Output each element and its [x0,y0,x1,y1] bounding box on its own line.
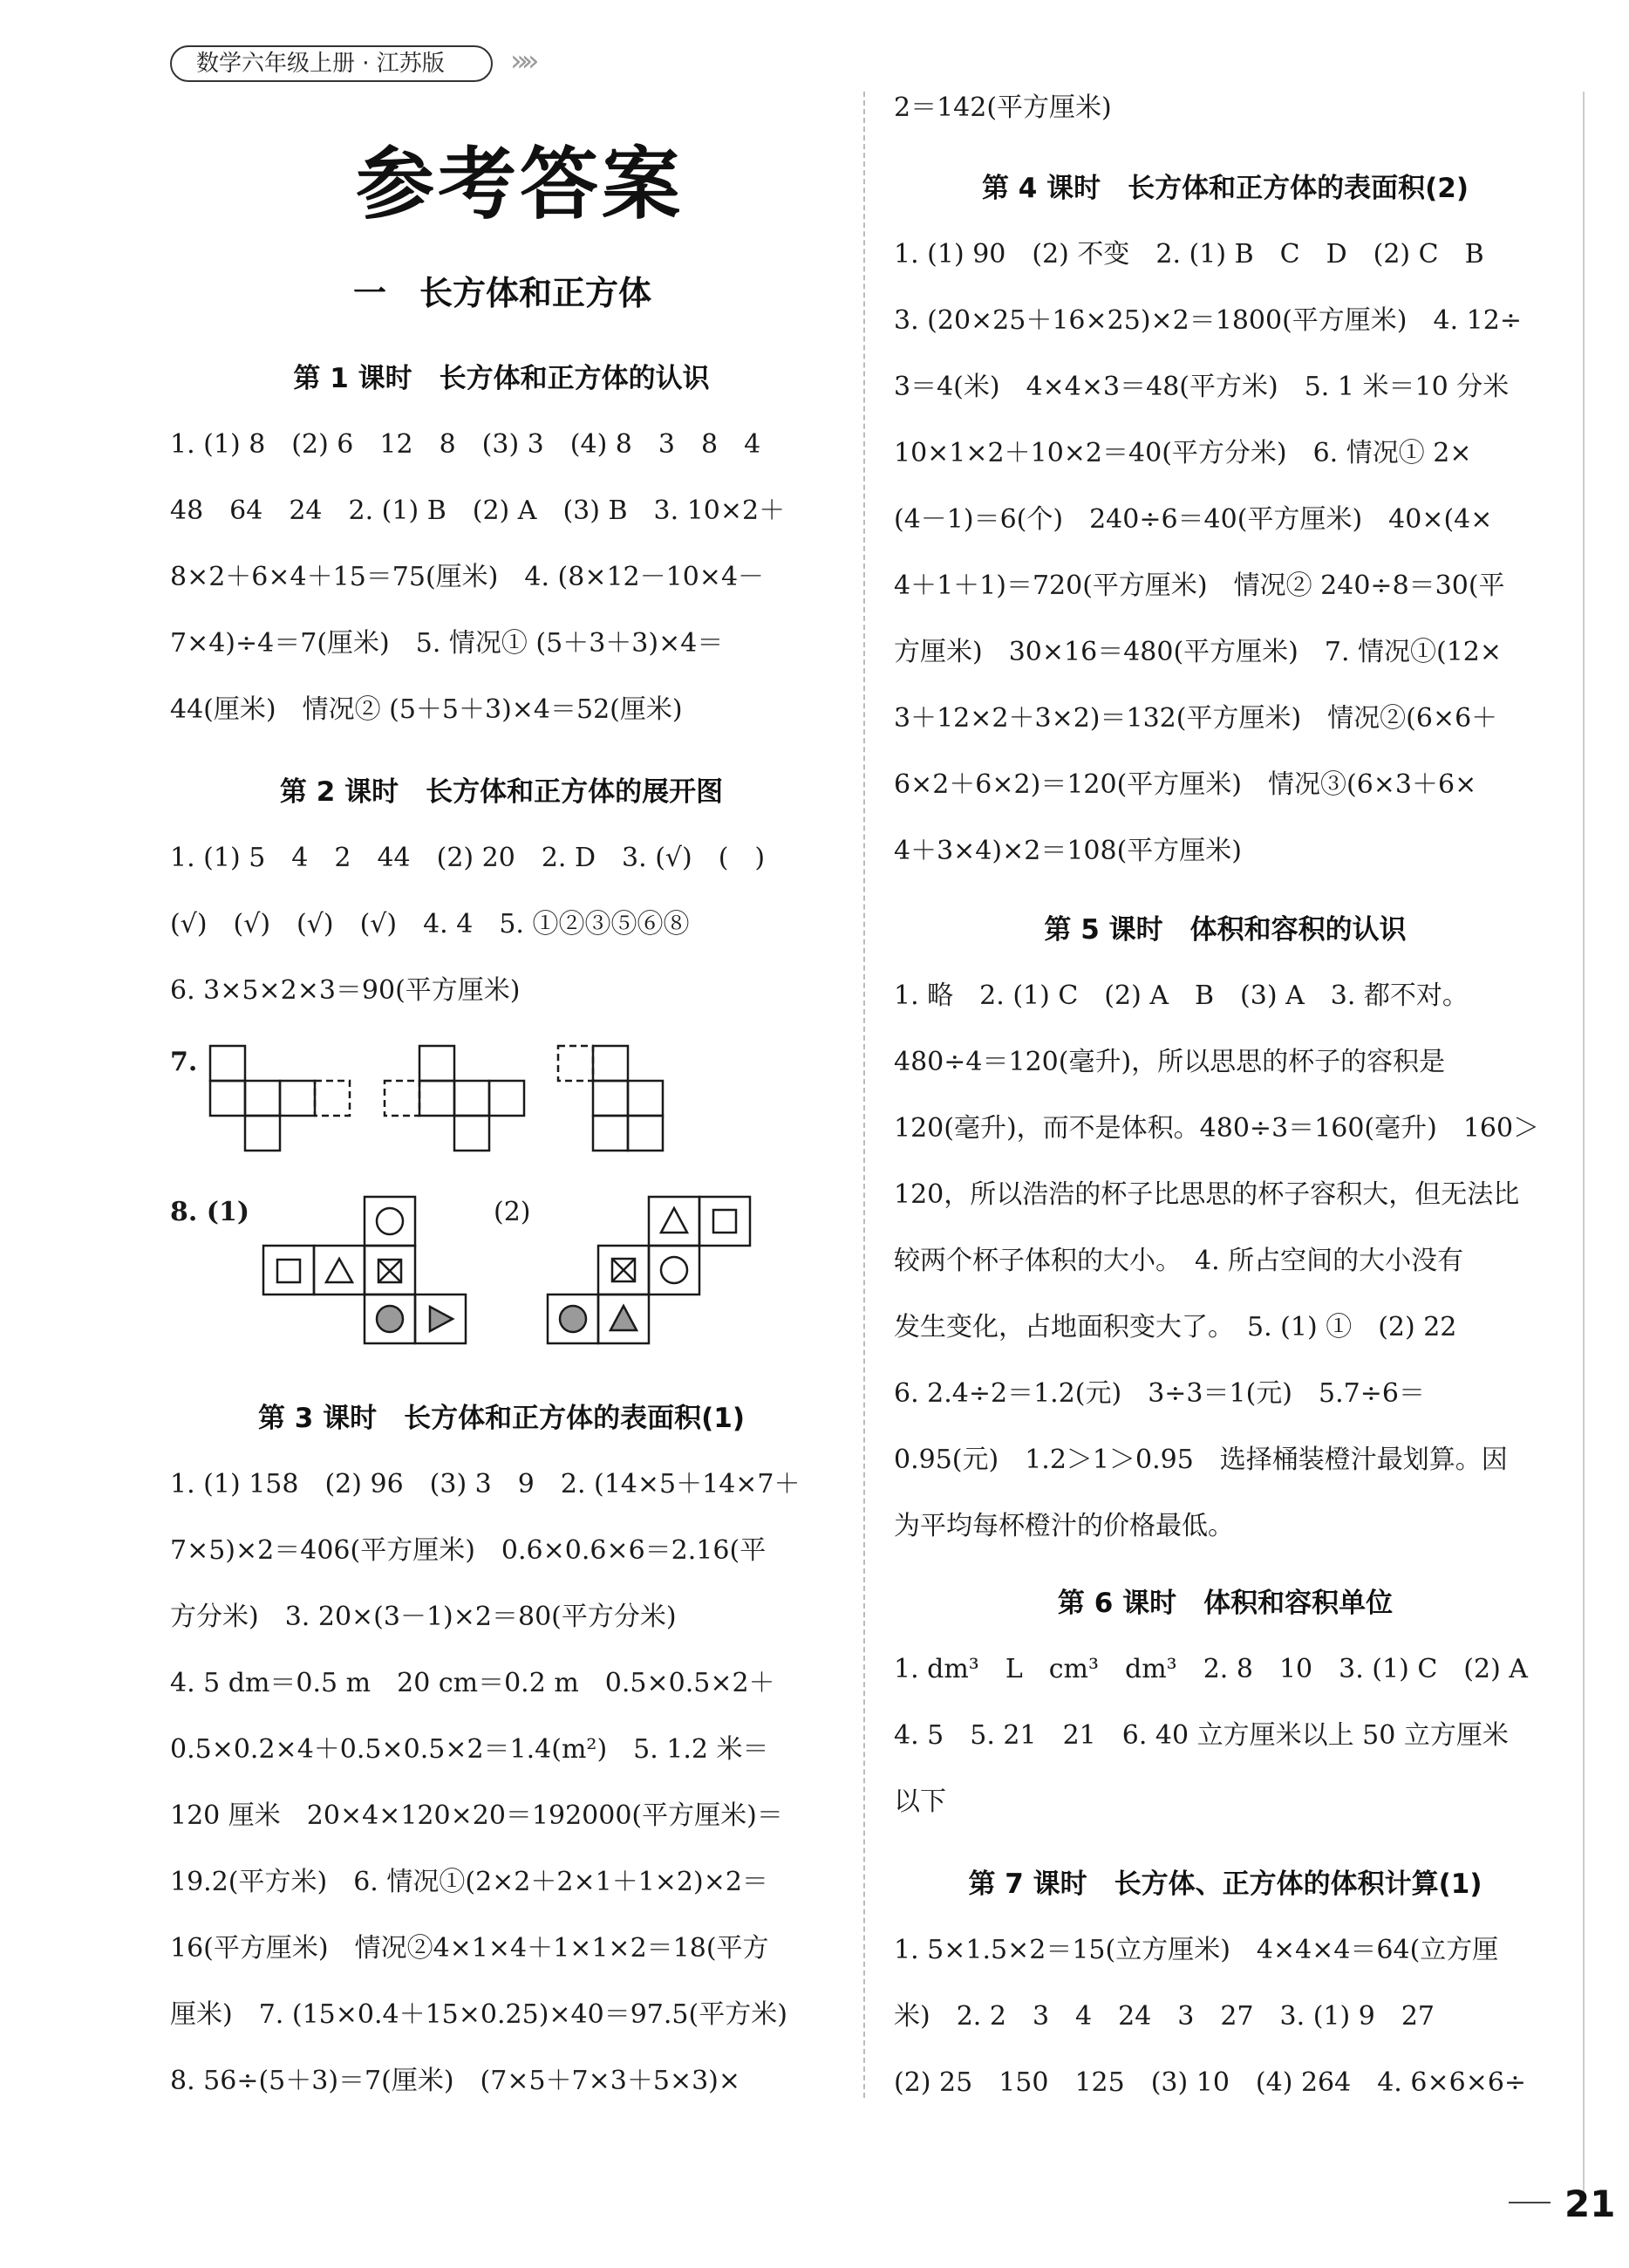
answer-line: 较两个杯子体积的大小。 4. 所占空间的大小没有 [894,1246,1464,1276]
answer-line: 4＋3×4)×2＝108(平方厘米) [894,836,1242,866]
answer-line: 120 厘米 20×4×120×20＝192000(平方厘米)＝ [170,1800,783,1831]
section-heading: 第 5 课时 体积和容积的认识 [1044,914,1407,946]
net-with-symbols-1 [260,1193,478,1350]
answer-line: 6×2＋6×2)＝120(平方厘米) 情况③(6×3＋6× [894,769,1477,800]
answer-line: 120，所以浩浩的杯子比思思的杯子容积大，但无法比 [894,1179,1520,1210]
triangle-icon [326,1259,352,1282]
chevron-right-icon: »» [510,44,533,79]
circle-icon [661,1257,687,1283]
circle-icon [377,1208,403,1234]
answer-line: 44(厘米) 情况② (5＋5＋3)×4＝52(厘米) [170,694,683,725]
filled-circle-icon [560,1306,586,1332]
answer-line: 4. 5 5. 21 21 6. 40 立方厘米以上 50 立方厘米 [894,1720,1509,1751]
answer-line: 3＝4(米) 4×4×3＝48(平方米) 5. 1 米＝10 分米 [894,372,1510,402]
section-heading: 第 1 课时 长方体和正方体的认识 [293,363,710,394]
answer-line: 48 64 24 2. (1) B (2) A (3) B 3. 10×2＋ [170,495,786,526]
answer-line: 8×2＋6×4＋15＝75(厘米) 4. (8×12－10×4－ [170,562,765,592]
answer-line: 6. 3×5×2×3＝90(平方厘米) [170,975,521,1006]
cube-net-figure [555,1043,685,1157]
margin-rule [1583,92,1585,2203]
answer-line: 7×4)÷4＝7(厘米) 5. 情况① (5＋3＋3)×4＝ [170,628,724,659]
triangle-icon [661,1208,687,1233]
answer-line: 480÷4＝120(毫升)，所以思思的杯子的容积是 [894,1047,1446,1077]
answer-line: 8. 56÷(5＋3)＝7(厘米) (7×5＋7×3＋5×3)× [170,2066,741,2096]
net-with-symbols-2 [544,1193,762,1350]
question-label: 7. [170,1047,198,1077]
answer-line: 米) 2. 2 3 4 24 3 27 3. (1) 9 27 [894,2001,1435,2032]
answer-line: 1. (1) 90 (2) 不变 2. (1) B C D (2) C B [894,239,1484,270]
answer-line: 厘米) 7. (15×0.4＋15×0.25)×40＝97.5(平方米) [170,1999,787,2030]
answer-line: 1. (1) 158 (2) 96 (3) 3 9 2. (14×5＋14×7＋ [170,1469,801,1499]
answer-line: 7×5)×2＝406(平方厘米) 0.6×0.6×6＝2.16(平 [170,1535,767,1566]
filled-circle-icon [377,1306,403,1332]
answer-line: 2＝142(平方厘米) [894,92,1112,123]
page-number-dash [1509,2202,1551,2203]
section-heading: 第 6 课时 体积和容积单位 [1057,1588,1394,1619]
answer-line: 6. 2.4÷2＝1.2(元) 3÷3＝1(元) 5.7÷6＝ [894,1378,1425,1409]
answer-line: 1. 略 2. (1) C (2) A B (3) A 3. 都不对。 [894,980,1469,1011]
page-number: 21 [1564,2183,1616,2225]
answer-line: (2) 25 150 125 (3) 10 (4) 264 4. 6×6×6÷ [894,2067,1527,2098]
question-label: 8. (1) [170,1197,250,1227]
question-label: (2) [494,1197,531,1227]
answer-line: 发生变化，占地面积变大了。 5. (1) ① (2) 22 [894,1312,1457,1342]
unit-title: 一 长方体和正方体 [353,274,652,312]
answer-line: 19.2(平方米) 6. 情况①(2×2＋2×1＋1×2)×2＝ [170,1867,768,1897]
column-divider [863,92,865,2098]
section-heading: 第 3 课时 长方体和正方体的表面积(1) [257,1403,746,1434]
answer-line: 16(平方厘米) 情况②4×1×4＋1×1×2＝18(平方 [170,1933,769,1964]
answer-line: 方分米) 3. 20×(3－1)×2＝80(平方分米) [170,1602,677,1632]
filled-triangle-icon [430,1307,453,1331]
answer-line: 以下 [894,1786,946,1817]
book-label: 数学六年级上册 · 江苏版 [170,45,493,82]
answer-line: (4－1)＝6(个) 240÷6＝40(平方厘米) 40×(4× [894,504,1493,535]
section-heading: 第 2 课时 长方体和正方体的展开图 [279,776,724,808]
answer-line: 4＋1＋1)＝720(平方厘米) 情况② 240÷8＝30(平 [894,570,1505,601]
section-heading: 第 7 课时 长方体、正方体的体积计算(1) [968,1868,1482,1900]
answer-line: 0.5×0.2×4＋0.5×0.5×2＝1.4(m²) 5. 1.2 米＝ [170,1734,769,1765]
filled-triangle-icon [610,1306,637,1330]
answer-line: 方厘米) 30×16＝480(平方厘米) 7. 情况①(12× [894,637,1503,667]
answer-line: 1. (1) 5 4 2 44 (2) 20 2. D 3. (√) ( ) [170,843,766,873]
square-icon [277,1260,300,1282]
answer-line: 4. 5 dm＝0.5 m 20 cm＝0.2 m 0.5×0.5×2＋ [170,1668,775,1698]
answer-line: 1. (1) 8 (2) 6 12 8 (3) 3 (4) 8 3 8 4 [170,429,761,460]
answer-line: 0.95(元) 1.2＞1＞0.95 选择桶装橙汁最划算。因 [894,1445,1508,1475]
answer-line: 3. (20×25＋16×25)×2＝1800(平方厘米) 4. 12÷ [894,305,1522,336]
section-heading: 第 4 课时 长方体和正方体的表面积(2) [981,173,1469,204]
answer-line: 1. 5×1.5×2＝15(立方厘米) 4×4×4＝64(立方厘 [894,1935,1499,1965]
answer-line: (√) (√) (√) (√) 4. 4 5. ①②③⑤⑥⑧ [170,909,690,939]
answer-line: 为平均每杯橙汁的价格最低。 [894,1511,1234,1541]
page-title: 参考答案 [356,139,684,230]
answer-line: 120(毫升)，而不是体积。480÷3＝160(毫升) 160＞ [894,1113,1540,1144]
square-icon [713,1210,736,1233]
cube-nets-figure [206,1043,572,1157]
answer-line: 10×1×2＋10×2＝40(平方分米) 6. 情况① 2× [894,438,1472,468]
answer-line: 1. dm³ L cm³ dm³ 2. 8 10 3. (1) C (2) A [894,1654,1528,1684]
answer-line: 3＋12×2＋3×2)＝132(平方厘米) 情况②(6×6＋ [894,703,1498,734]
